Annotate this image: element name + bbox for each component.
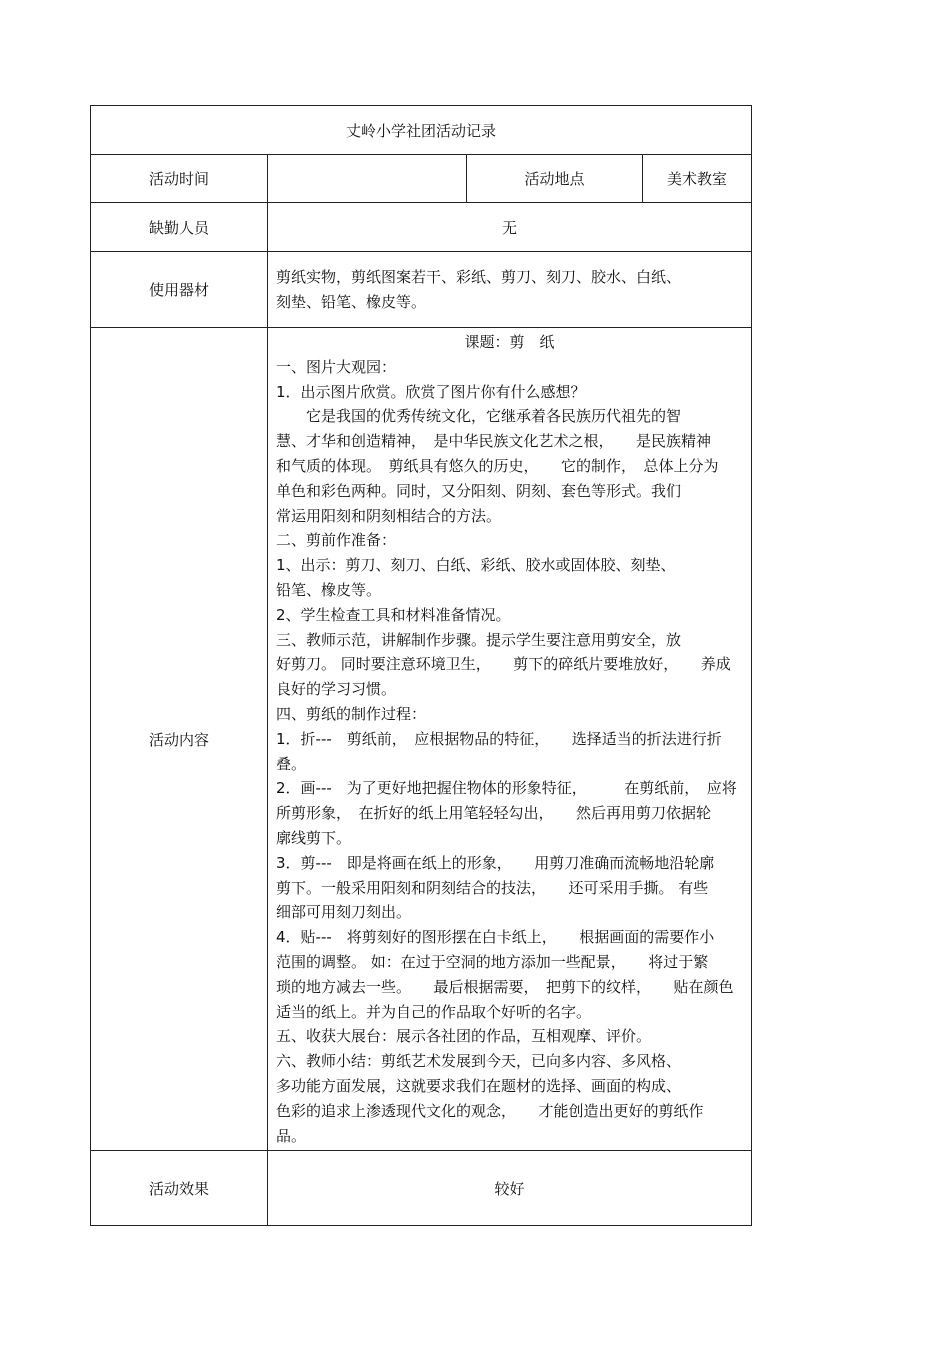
equipment-label: 使用器材 xyxy=(91,252,268,328)
content-line: 琐的地方减去一些。 最后根据需要， 把剪下的纹样， 贴在颜色 xyxy=(276,977,734,996)
location-value: 美术教室 xyxy=(643,155,752,203)
content-body xyxy=(268,328,752,1151)
content-line: 一、图片大观园： xyxy=(276,357,397,376)
effect-value: 较好 xyxy=(268,1151,752,1226)
content-line: 单色和彩色两种。同时，又分阳刻、阴刻、套色等形式。我们 xyxy=(276,481,682,500)
content-line: 它是我国的优秀传统文化，它继承着各民族历代祖先的智 xyxy=(306,407,682,426)
content-line: 叠。 xyxy=(276,754,307,773)
content-line: 3．剪--- 即是将画在纸上的形象， 用剪刀准确而流畅地沿轮廓 xyxy=(276,853,715,872)
content-line: 良好的学习习惯。 xyxy=(276,680,397,699)
content-line: 色彩的追求上渗透现代文化的观念， 才能创造出更好的剪纸作 xyxy=(276,1101,704,1120)
content-row xyxy=(91,328,752,1151)
location-label: 活动地点 xyxy=(467,155,643,203)
content-line: 和气质的体现。 剪纸具有悠久的历史， 它的制作， 总体上分为 xyxy=(276,456,719,475)
table-title: 丈岭小学社团活动记录 xyxy=(91,106,752,155)
content-line: 2、学生检查工具和材料准备情况。 xyxy=(276,605,511,624)
content-line: 1．出示图片欣赏。欣赏了图片你有什么感想？ xyxy=(276,382,586,401)
title-row xyxy=(91,106,752,155)
equipment-row xyxy=(91,252,752,328)
time-location-row xyxy=(91,155,752,203)
activity-record-table xyxy=(90,105,752,1226)
time-value xyxy=(268,155,467,203)
content-line: 1、出示：剪刀、刻刀、白纸、彩纸、胶水或固体胶、刻垫、 xyxy=(276,556,676,575)
content-line: 铅笔、橡皮等。 xyxy=(276,580,382,599)
content-line: 所剪形象， 在折好的纸上用笔轻轻勾出， 然后再用剪刀依据轮 xyxy=(276,804,712,823)
content-line: 2．画--- 为了更好地把握住物体的形象特征， 在剪纸前， 应将 xyxy=(276,779,737,798)
content-line: 廓线剪下。 xyxy=(276,828,352,847)
content-line: 二、剪前作准备： xyxy=(276,531,397,550)
content-line: 好剪刀。 同时要注意环境卫生， 剪下的碎纸片要堆放好， 养成 xyxy=(276,655,731,674)
content-line: 品。 xyxy=(276,1126,307,1145)
content-line: 范围的调整。 如：在过于空洞的地方添加一些配景， 将过于繁 xyxy=(276,952,709,971)
content-line: 四、剪纸的制作过程： xyxy=(276,704,427,723)
content-line: 剪下。一般采用阳刻和阴刻结合的技法， 还可采用手撕。 有些 xyxy=(276,878,709,897)
content-line: 适当的纸上。并为自己的作品取个好听的名字。 xyxy=(276,1002,592,1021)
content-line: 常运用阳刻和阴刻相结合的方法。 xyxy=(276,506,502,525)
content-line: 慧、才华和创造精神， 是中华民族文化艺术之根， 是民族精神 xyxy=(276,432,712,451)
content-line: 六、教师小结：剪纸艺术发展到今天，已向多内容、多风格、 xyxy=(276,1052,682,1071)
content-line: 三、教师示范，讲解制作步骤。提示学生要注意用剪安全，放 xyxy=(276,630,682,649)
content-line: 多功能方面发展，这就要求我们在题材的选择、画面的构成、 xyxy=(276,1076,682,1095)
absent-label: 缺勤人员 xyxy=(91,203,268,252)
content-line: 细部可用刻刀刻出。 xyxy=(276,903,412,922)
lesson-title: 课题：剪 纸 xyxy=(464,333,555,351)
equipment-line: 刻垫、铅笔、橡皮等。 xyxy=(276,292,427,311)
time-label: 活动时间 xyxy=(91,155,268,203)
content-label: 活动内容 xyxy=(91,328,268,1151)
absent-row xyxy=(91,203,752,252)
equipment-value xyxy=(268,252,752,328)
content-line: 1．折--- 剪纸前， 应根据物品的特征， 选择适当的折法进行折 xyxy=(276,729,722,748)
content-line: 4．贴--- 将剪刻好的图形摆在白卡纸上， 根据画面的需要作小 xyxy=(276,928,715,947)
equipment-line: 剪纸实物，剪纸图案若干、彩纸、剪刀、刻刀、胶水、白纸、 xyxy=(276,268,682,286)
absent-value: 无 xyxy=(268,203,752,252)
content-line: 五、收获大展台：展示各社团的作品，互相观摩、评价。 xyxy=(276,1027,652,1046)
effect-label: 活动效果 xyxy=(91,1151,268,1226)
effect-row xyxy=(91,1151,752,1226)
